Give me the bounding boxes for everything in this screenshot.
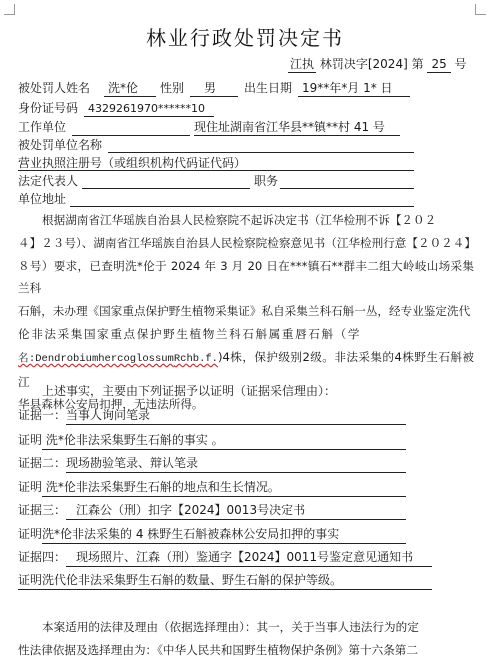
facts-tail: )4株，保护级别2级。非法采集的4株野生石斛被江	[18, 349, 474, 389]
evidence-underline	[18, 589, 432, 590]
latin-name: 名:Dendrobiumhercoglossum	[18, 352, 174, 365]
org-underline	[108, 152, 414, 153]
evidence-underline	[42, 543, 406, 544]
evidence-underline	[66, 472, 406, 473]
facts-line: 伦非法采集国家重点保护野生植物兰科石斛属重唇石斛（学	[18, 326, 362, 341]
license-label: 营业执照注册号（或组织机构代码证代码）	[18, 156, 247, 170]
work-label: 工作单位	[18, 120, 67, 134]
evidence-proof: 证明洗*伦非法采集的 4 株野生石斛被森林公安局扣押的事实	[18, 527, 340, 541]
facts-line: ８号）要求，已查明洗*伦于 2024 年 3 月 20 日在***镇石**群丰二组大岭岐山场采集兰科	[18, 258, 474, 296]
id-label: 身份证号码	[18, 101, 79, 115]
address-underline	[194, 135, 400, 136]
address-label: 现住址湖南省江华县**镇**村 41 号	[194, 120, 385, 134]
law-paragraph	[18, 616, 474, 662]
law-line: 性法律依据及选择理由为：《中华人民共和国野生植物保护条例》第十六条第二	[18, 642, 418, 657]
gender-label: 性别	[160, 81, 185, 95]
document-number	[288, 56, 467, 73]
evidence-underline	[66, 519, 406, 520]
page-corner-mark	[4, 4, 15, 15]
unit-address-label: 单位地址	[18, 192, 67, 206]
doc-middle: 林罚决字	[319, 57, 368, 71]
evidence-text: 当事人询问笔录	[66, 408, 151, 422]
evidence-intro: 上述事实，主要由下列证据予以证明（证据采信理由）：	[42, 384, 337, 398]
evidence-label: 证据二：	[18, 456, 67, 470]
evidence-proof: 证明 洗*伦非法采集野生石斛的地点和生长情况。	[18, 480, 280, 494]
birth-underline	[298, 96, 410, 97]
name-underline	[104, 96, 156, 97]
latin-author: Rchb.f.	[173, 352, 218, 365]
id-value: 4329261970******10	[88, 102, 205, 115]
facts-line: 石斛，未办理《国家重点保护野生植物采集证》私自采集兰科石斛一丛，经专业鉴定洗代	[18, 304, 471, 319]
evidence-text: 现场勘验笔录、辩认笔录	[66, 456, 199, 470]
evidence-label: 证据三：	[18, 503, 67, 517]
org-label: 被处罚单位名称	[18, 138, 103, 152]
evidence-text: 现场照片、江森（刑）鉴通字【2024】0011号鉴定意见通知书	[76, 550, 414, 564]
evidence-text: 江森公（刑）扣字【2024】0013号决定书	[76, 503, 306, 517]
birth-value: 19**年*月 1* 日	[302, 81, 393, 95]
doc-hao: 号	[454, 57, 467, 71]
legal-underline	[82, 188, 250, 189]
id-underline	[84, 116, 214, 117]
facts-line: ４】２３号）、湖南省江华瑶族自治县人民检察院检察意见书（江华检刑行意【２０２４】	[18, 235, 476, 250]
doc-num: 25	[427, 56, 450, 73]
evidence-underline	[42, 449, 406, 450]
name-value: 洗*伦	[108, 81, 139, 95]
evidence-underline	[66, 566, 432, 567]
law-line: 本案适用的法律及理由（依据选择理由）：其一，关于当事人违法行为的定	[42, 620, 419, 634]
page-corner-mark	[475, 4, 486, 15]
unit-address-underline	[70, 206, 414, 207]
evidence-proof: 证明 洗*伦非法采集野生石斛的事实 。	[18, 433, 224, 447]
evidence-underline	[42, 496, 406, 497]
doc-year: [2024]	[367, 57, 408, 71]
name-label: 被处罚人姓名	[18, 81, 91, 95]
evidence-label: 证据四：	[18, 550, 67, 564]
license-underline	[18, 170, 414, 171]
legal-label: 法定代表人	[18, 174, 79, 188]
position-label: 职务	[254, 174, 279, 188]
evidence-proof: 证明洗代伦非法采集野生石斛的数量、野生石斛的保护等级。	[18, 573, 343, 587]
position-underline	[280, 188, 414, 189]
gender-underline	[190, 96, 238, 97]
doc-prefix: 江执	[290, 57, 315, 71]
facts-line: 根据湖南省江华瑶族自治县人民检察院不起诉决定书（江华检刑不诉【２０２	[42, 213, 437, 227]
birth-label: 出生日期	[244, 81, 293, 95]
work-underline	[72, 135, 190, 136]
facts-line: 华县森林公安局扣押，无违法所得。	[18, 397, 204, 412]
document-title: 林业行政处罚决定书	[146, 26, 344, 50]
doc-di: 第	[411, 57, 424, 71]
evidence-label: 证据一：	[18, 408, 67, 422]
gender-value: 男	[204, 81, 217, 95]
evidence-underline	[66, 424, 406, 425]
